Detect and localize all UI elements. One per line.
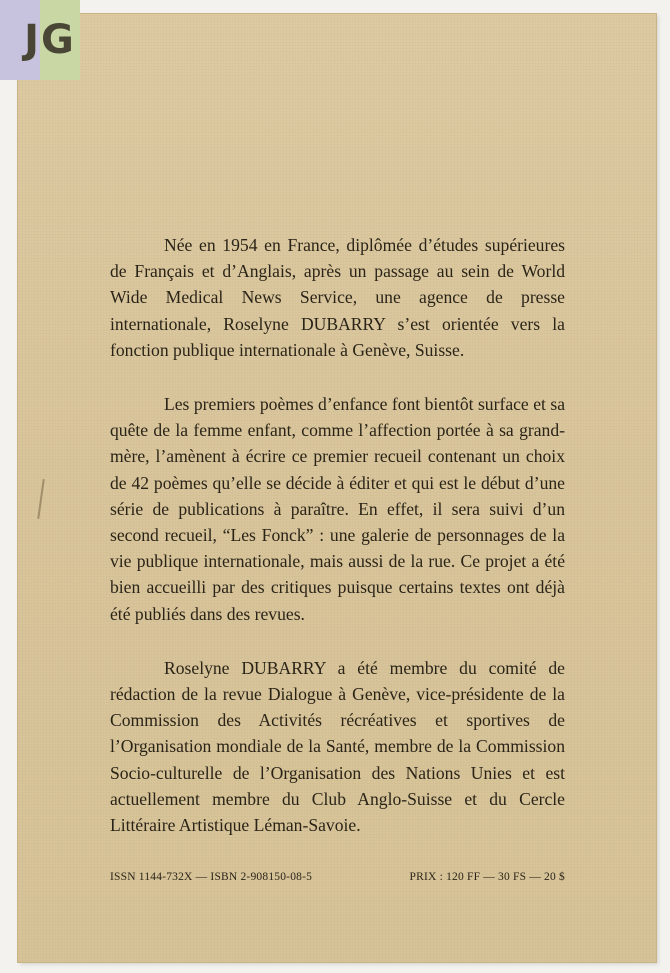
bio-paragraph-2: Les premiers poèmes d’enfance font bientôt surface et sa quête de la femme enfant, comme l’affection portée à sa grand-mère, l’amènent à écrire ce premier recueil contenant un choix de 42 poèmes qu’elle se décide à éditer et qui est le début d’une série de publications à paraître. En effet, il sera suivi d’un second recueil, “Les Fonck” : une galerie de personnages de la vie publique internationale, mais aussi de la rue. Ce projet a été bien accueilli par des critiques puisque certains textes ont déjà été publiés dans des revues.	[110, 394, 565, 624]
author-biography	[110, 232, 565, 838]
paper-crease-mark	[37, 479, 45, 519]
logo-letter-g: G	[41, 17, 74, 63]
logo-right-block	[40, 0, 80, 80]
cover-footer	[110, 871, 565, 883]
logo-letter-j: J	[24, 17, 39, 63]
jg-logo	[0, 0, 80, 80]
issn-isbn-text: ISSN 1144-732X — ISBN 2-908150-08-5	[110, 871, 313, 883]
price-text: PRIX : 120 FF — 30 FS — 20 $	[409, 871, 565, 883]
bio-paragraph-3: Roselyne DUBARRY a été membre du comité de rédaction de la revue Dialogue à Genève, vice-présidente de la Commission des Activités récréatives et sportives de l’Organisation mondiale de la Santé, membre de la Commission Socio-culturelle de l’Organisation des Nations Unies et est actuellement membre du Club Anglo-Suisse et du Cercle Littéraire Artistique Léman-Savoie.	[110, 657, 565, 836]
bio-paragraph-1: Née en 1954 en France, diplômée d’études supérieures de Français et d’Anglais, après un passage au sein de World Wide Medical News Service, une agence de presse internationale, Roselyne DUBARRY s’est orientée vers la fonction publique internationale à Genève, Suisse.	[110, 235, 565, 360]
logo-left-block	[0, 0, 40, 80]
